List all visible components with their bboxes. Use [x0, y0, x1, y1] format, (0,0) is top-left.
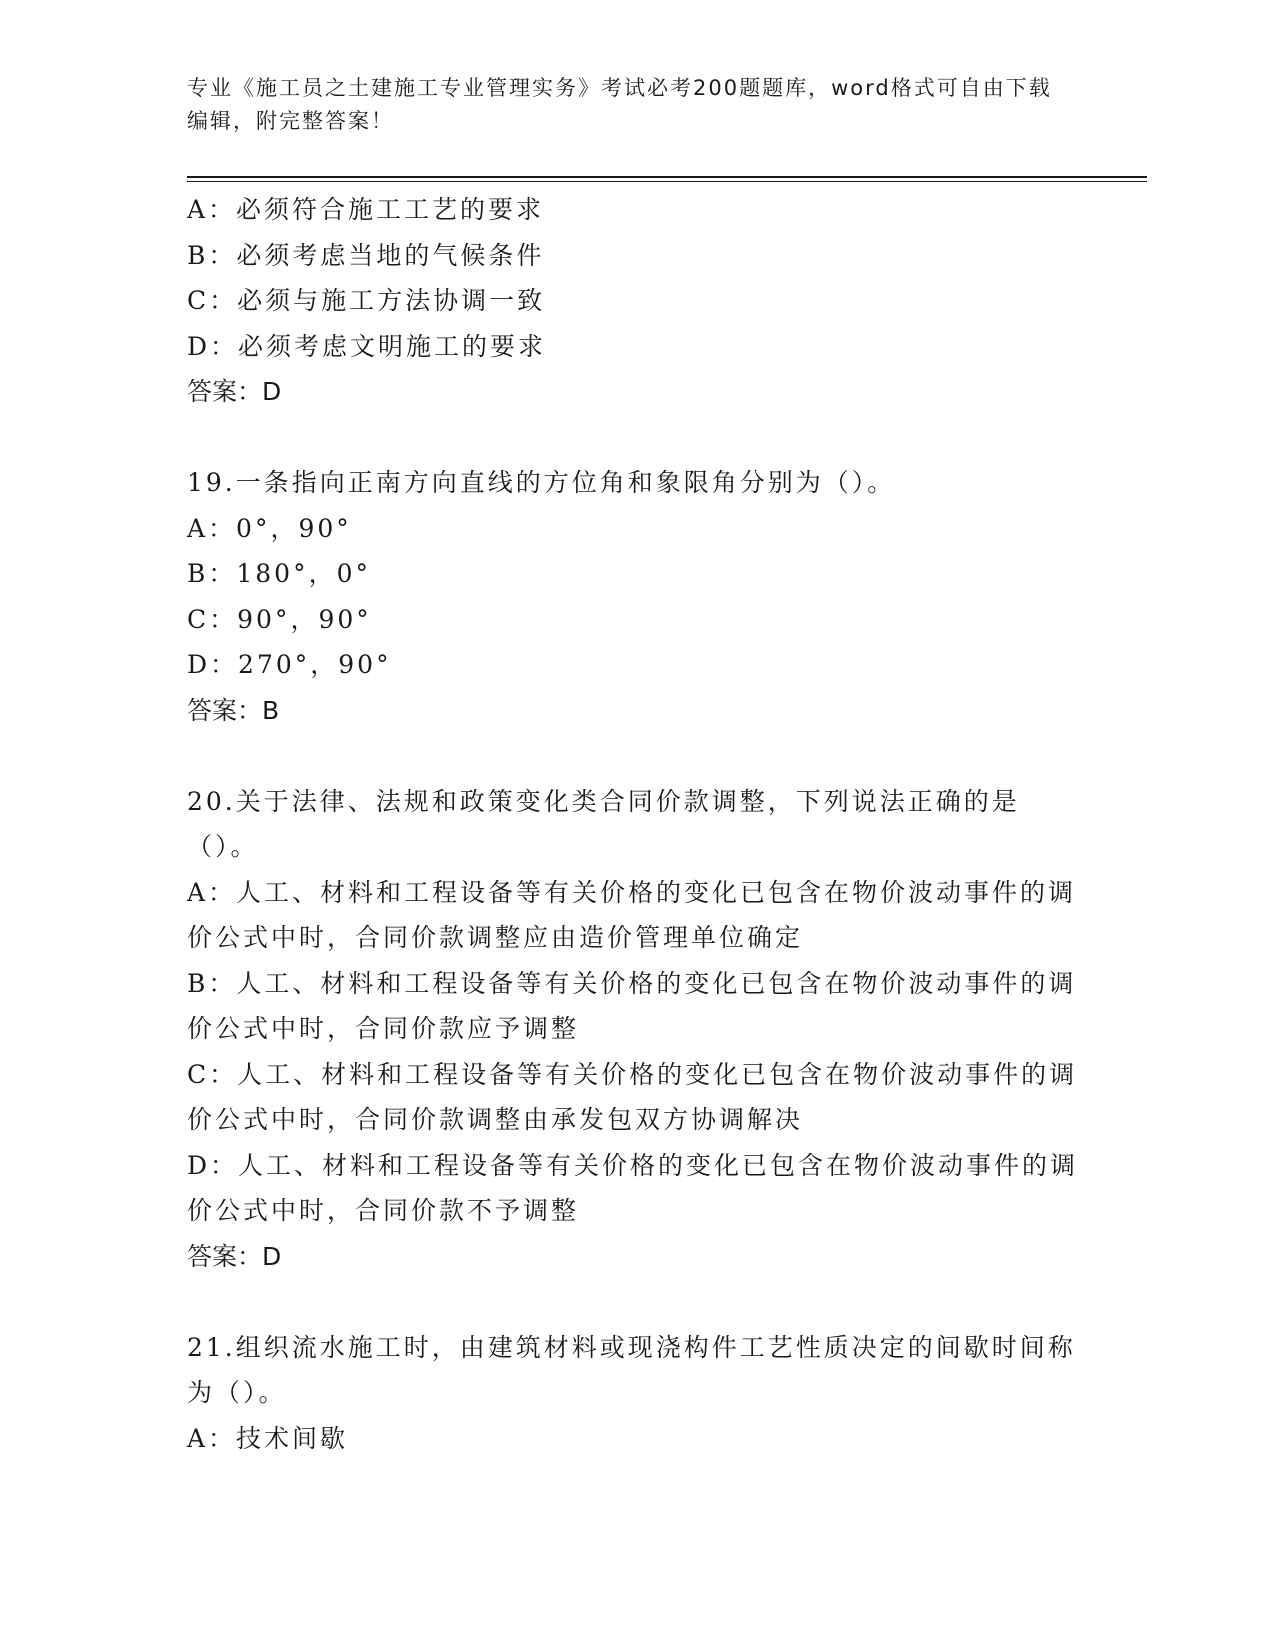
q20-question: 20.关于法律、法规和政策变化类合同价款调整，下列说法正确的是（）。 [187, 786, 1020, 861]
q18-option-a: A：必须符合施工工艺的要求 [187, 195, 545, 224]
q19-option-c: C：90°，90° [187, 604, 372, 634]
q20-option-d: D：人工、材料和工程设备等有关价格的变化已包含在物价波动事件的调价公式中时，合同价款不予调整 [187, 1150, 1079, 1225]
document-header: 专业《施工员之土建施工专业管理实务》考试必考200题题库，word格式可自由下载编辑，附完整答案！ [187, 76, 1052, 133]
q18-option-b: B：必须考虑当地的气候条件 [187, 240, 545, 270]
q19-question: 19.一条指向正南方向直线的方位角和象限角分别为（）。 [187, 468, 896, 497]
question-21-block [187, 1325, 1087, 1462]
q20-option-c: C：人工、材料和工程设备等有关价格的变化已包含在物价波动事件的调价公式中时，合同价款调整由承发包双方协调解决 [187, 1059, 1078, 1134]
question-20-block [187, 779, 1087, 1280]
header-divider-thin [187, 181, 1147, 182]
q19-option-d: D：270°，90° [187, 650, 392, 679]
q21-option-a: A：技术间歇 [187, 1423, 349, 1453]
q20-option-a: A：人工、材料和工程设备等有关价格的变化已包含在物价波动事件的调价公式中时，合同价款调整应由造价管理单位确定 [187, 877, 1077, 952]
q18-option-c: C：必须与施工方法协调一致 [187, 286, 546, 315]
q21-question: 21.组织流水施工时，由建筑材料或现浇构件工艺性质决定的间歇时间称为（）。 [187, 1332, 1076, 1407]
spacer [187, 415, 1087, 461]
question-18-block [187, 187, 1087, 415]
spacer [187, 733, 1087, 779]
spacer [187, 1279, 1087, 1325]
question-19-block [187, 460, 1087, 733]
q18-answer: 答案：D [187, 377, 282, 406]
q18-option-d: D：必须考虑文明施工的要求 [187, 331, 547, 361]
q19-option-b: B：180°，0° [187, 559, 371, 588]
q20-answer: 答案：D [187, 1241, 282, 1271]
header-divider-thick [187, 176, 1147, 178]
q19-answer: 答案：B [187, 695, 280, 725]
q20-option-b: B：人工、材料和工程设备等有关价格的变化已包含在物价波动事件的调价公式中时，合同价款应予调整 [187, 968, 1077, 1043]
question-content [187, 187, 1087, 1461]
q19-option-a: A：0°，90° [187, 513, 352, 543]
